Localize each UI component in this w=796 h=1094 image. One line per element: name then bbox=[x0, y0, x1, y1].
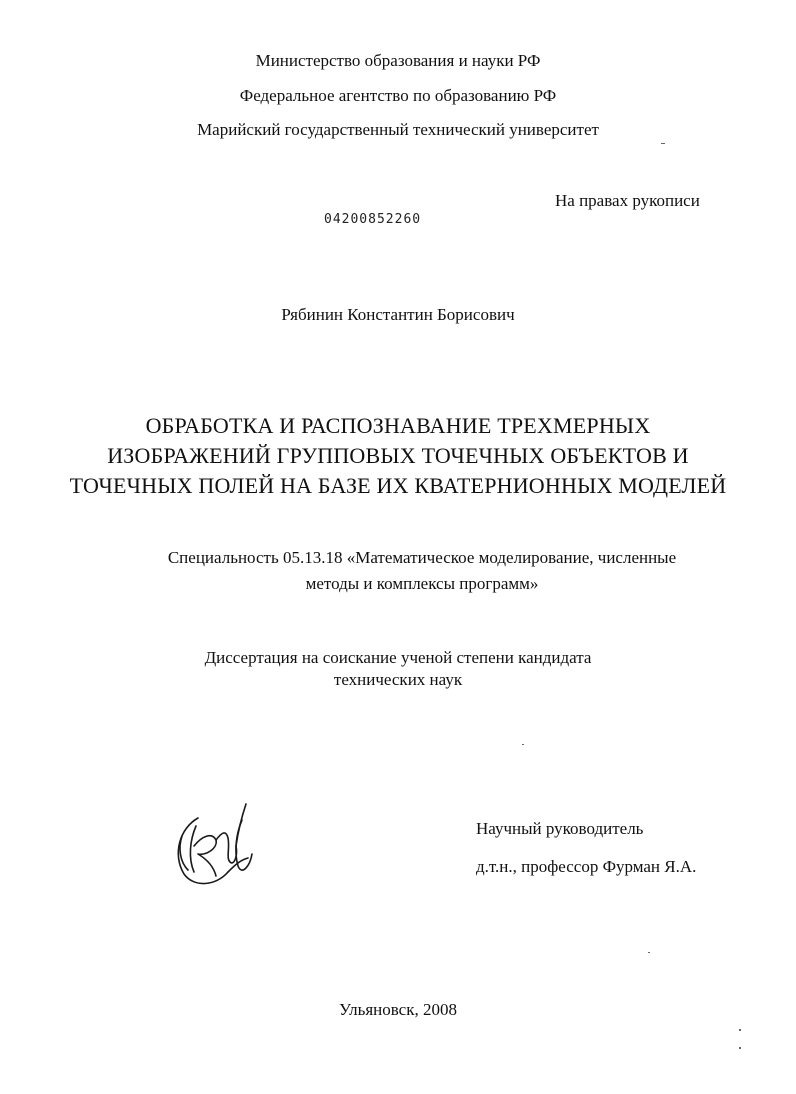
manuscript-note: На правах рукописи bbox=[555, 191, 700, 210]
supervisor-name: д.т.н., профессор Фурман Я.А. bbox=[476, 857, 697, 876]
scan-speck bbox=[522, 744, 524, 745]
scan-speck bbox=[739, 1029, 741, 1031]
agency-line: Федеральное агентство по образованию РФ bbox=[239, 86, 557, 105]
title-line-3: ТОЧЕЧНЫХ ПОЛЕЙ НА БАЗЕ ИХ КВАТЕРНИОННЫХ МОДЕЛЕЙ bbox=[69, 473, 727, 498]
city-year: Ульяновск, 2008 bbox=[338, 1000, 457, 1019]
scan-speck bbox=[661, 143, 665, 144]
title-line-2: ИЗОБРАЖЕНИЙ ГРУППОВЫХ ТОЧЕЧНЫХ ОБЪЕКТОВ И bbox=[107, 443, 689, 468]
scan-speck bbox=[739, 1047, 741, 1049]
signature-icon bbox=[168, 796, 260, 892]
title-line-1: ОБРАБОТКА И РАСПОЗНАВАНИЕ ТРЕХМЕРНЫХ bbox=[145, 413, 651, 438]
university-line: Марийский государственный технический университет bbox=[197, 120, 599, 139]
scan-speck bbox=[648, 952, 650, 953]
degree-line-1: Диссертация на соискание ученой степени кандидата bbox=[204, 648, 592, 667]
ministry-line: Министерство образования и науки РФ bbox=[255, 51, 541, 70]
supervisor-label: Научный руководитель bbox=[476, 819, 644, 838]
author-name: Рябинин Константин Борисович bbox=[281, 305, 515, 324]
specialty-line-2: методы и комплексы программ» bbox=[305, 574, 539, 593]
catalog-number: 04200852260 bbox=[324, 212, 422, 227]
degree-line-2: технических наук bbox=[333, 670, 463, 689]
specialty-line-1: Специальность 05.13.18 «Математическое моделирование, численные bbox=[167, 548, 677, 567]
